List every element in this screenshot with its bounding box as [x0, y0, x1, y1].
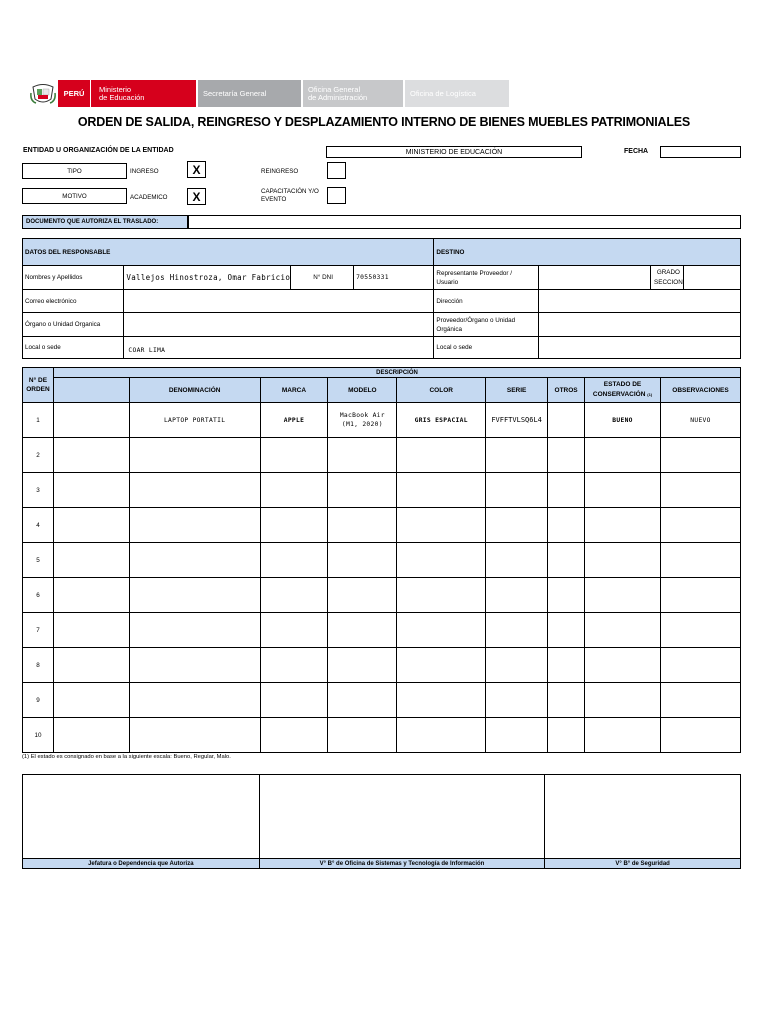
cell-serie[interactable]	[486, 613, 548, 648]
cell-marca[interactable]	[260, 683, 328, 718]
cell-estado[interactable]	[585, 578, 661, 613]
row-number: 8	[23, 648, 54, 683]
cell-estado[interactable]: BUENO	[585, 403, 661, 438]
cell-marca[interactable]	[260, 718, 328, 753]
cell-color[interactable]	[397, 718, 486, 753]
cell-estado[interactable]	[585, 438, 661, 473]
descripcion-header: DESCRIPCIÓN	[53, 368, 740, 378]
cell-marca[interactable]: APPLE	[260, 403, 328, 438]
cell-blank[interactable]	[53, 403, 129, 438]
nombres-field[interactable]: Vallejos Hinostroza, Omar Fabricio	[124, 266, 291, 290]
sistemas-label: V° B° de Oficina de Sistemas y Tecnología de Información	[259, 859, 545, 869]
cell-color[interactable]	[397, 613, 486, 648]
cell-color[interactable]	[397, 543, 486, 578]
cell-otros[interactable]	[548, 473, 585, 508]
row-number: 6	[23, 578, 54, 613]
tipo-label: TIPO	[22, 163, 127, 179]
responsable-table	[22, 238, 741, 359]
ministry-label: Ministerio de Educación	[90, 80, 196, 107]
denominacion-header: DENOMINACIÓN	[129, 378, 260, 403]
jefatura-label: Jefatura o Dependencia que Autoriza	[23, 859, 260, 869]
row-number: 1	[23, 403, 54, 438]
table-row	[23, 508, 741, 543]
jefatura-signature-area[interactable]	[23, 775, 260, 859]
local-destino-label: Local o sede	[434, 337, 539, 359]
footnote: (1) El estado es consignado en base a la siguiente escala: Bueno, Regular, Malo.	[22, 754, 231, 760]
ingreso-label: INGRESO	[130, 168, 159, 175]
cell-blank[interactable]	[53, 718, 129, 753]
cell-otros[interactable]	[548, 508, 585, 543]
row-number: 10	[23, 718, 54, 753]
coat-of-arms-icon	[28, 80, 58, 107]
cell-denominacion[interactable]	[129, 438, 260, 473]
cell-marca[interactable]	[260, 648, 328, 683]
peru-label: PERÚ	[58, 80, 90, 107]
header-logo-bar	[28, 80, 509, 107]
cell-modelo[interactable]	[328, 508, 397, 543]
motivo-label: MOTIVO	[22, 188, 127, 204]
cell-observaciones[interactable]	[661, 718, 741, 753]
cell-modelo[interactable]: MacBook Air (M1, 2020)	[328, 403, 397, 438]
cell-modelo[interactable]	[328, 473, 397, 508]
table-row	[23, 613, 741, 648]
estado-header: ESTADO DE CONSERVACIÓN (1)	[585, 378, 661, 403]
capacitacion-label: CAPACITACIÓN Y/O EVENTO	[261, 188, 319, 203]
cell-otros[interactable]	[548, 683, 585, 718]
representante-field[interactable]	[539, 266, 651, 290]
dni-field[interactable]: 70550331	[354, 266, 434, 290]
cell-blank[interactable]	[53, 438, 129, 473]
cell-blank[interactable]	[53, 648, 129, 683]
cell-color[interactable]: GRIS ESPACIAL	[397, 403, 486, 438]
row-number: 9	[23, 683, 54, 718]
cell-color[interactable]	[397, 473, 486, 508]
cell-observaciones[interactable]	[661, 648, 741, 683]
cell-modelo[interactable]	[328, 578, 397, 613]
table-row	[23, 578, 741, 613]
cell-denominacion[interactable]: LAPTOP PORTATIL	[129, 403, 260, 438]
row-number: 7	[23, 613, 54, 648]
row-number: 3	[23, 473, 54, 508]
cell-estado[interactable]	[585, 683, 661, 718]
table-row	[23, 683, 741, 718]
cell-marca[interactable]	[260, 473, 328, 508]
entidad-label: ENTIDAD U ORGANIZACIÓN DE LA ENTIDAD	[23, 147, 174, 154]
signature-table	[22, 774, 741, 869]
cell-modelo[interactable]	[328, 648, 397, 683]
reingreso-checkbox[interactable]	[327, 162, 346, 179]
seguridad-label: V° B° de Seguridad	[545, 859, 741, 869]
local-label: Local o sede	[23, 337, 124, 359]
local-destino-field[interactable]	[539, 337, 741, 359]
cell-color[interactable]	[397, 508, 486, 543]
nombres-label: Nombres y Apellidos	[23, 266, 124, 290]
cell-estado[interactable]	[585, 543, 661, 578]
grado-seccion-label: GRADO SECCION	[651, 266, 684, 290]
cell-color[interactable]	[397, 683, 486, 718]
cell-otros[interactable]	[548, 403, 585, 438]
cell-denominacion[interactable]	[129, 683, 260, 718]
otros-header: OTROS	[548, 378, 585, 403]
cell-estado[interactable]	[585, 473, 661, 508]
cell-estado[interactable]	[585, 613, 661, 648]
correo-label: Correo electrónico	[23, 290, 124, 313]
cell-denominacion[interactable]	[129, 613, 260, 648]
row-number: 5	[23, 543, 54, 578]
row-number: 2	[23, 438, 54, 473]
table-row	[23, 648, 741, 683]
dni-label: N° DNI	[291, 266, 354, 290]
cell-marca[interactable]	[260, 578, 328, 613]
cell-modelo[interactable]	[328, 613, 397, 648]
table-row	[23, 473, 741, 508]
cell-otros[interactable]	[548, 718, 585, 753]
cell-denominacion[interactable]	[129, 543, 260, 578]
cell-blank[interactable]	[53, 613, 129, 648]
cell-otros[interactable]	[548, 648, 585, 683]
cell-observaciones[interactable]	[661, 473, 741, 508]
table-row	[23, 543, 741, 578]
representante-label: Representante Proveedor / Usuario	[434, 266, 539, 290]
ingreso-checkbox[interactable]: X	[187, 161, 206, 178]
cell-serie[interactable]	[486, 543, 548, 578]
logistica-label: Oficina de Logística	[405, 80, 509, 107]
documento-field[interactable]	[188, 215, 741, 229]
academico-checkbox[interactable]: X	[187, 188, 206, 205]
cell-observaciones[interactable]: NUEVO	[661, 403, 741, 438]
cell-denominacion[interactable]	[129, 473, 260, 508]
cell-denominacion[interactable]	[129, 578, 260, 613]
reingreso-label: REINGRESO	[261, 168, 299, 175]
items-table	[22, 367, 741, 753]
cell-serie[interactable]	[486, 438, 548, 473]
blank-header	[53, 378, 129, 403]
table-row	[23, 438, 741, 473]
seguridad-signature-area[interactable]	[545, 775, 741, 859]
cell-estado[interactable]	[585, 648, 661, 683]
cell-modelo[interactable]	[328, 683, 397, 718]
cell-serie[interactable]	[486, 718, 548, 753]
cell-blank[interactable]	[53, 578, 129, 613]
cell-color[interactable]	[397, 438, 486, 473]
cell-modelo[interactable]	[328, 438, 397, 473]
serie-header: SERIE	[486, 378, 548, 403]
cell-modelo[interactable]	[328, 718, 397, 753]
cell-marca[interactable]	[260, 438, 328, 473]
cell-estado[interactable]	[585, 508, 661, 543]
fecha-field[interactable]	[660, 146, 741, 158]
cell-blank[interactable]	[53, 508, 129, 543]
cell-blank[interactable]	[53, 473, 129, 508]
cell-blank[interactable]	[53, 683, 129, 718]
page-title: ORDEN DE SALIDA, REINGRESO Y DESPLAZAMIENTO INTERNO DE BIENES MUEBLES PATRIMONIALES	[77, 115, 691, 129]
table-row	[23, 403, 741, 438]
cell-denominacion[interactable]	[129, 508, 260, 543]
fecha-label: FECHA	[624, 148, 649, 155]
cell-serie[interactable]	[486, 683, 548, 718]
cell-serie[interactable]	[486, 473, 548, 508]
direccion-label: Dirección	[434, 290, 539, 313]
cell-observaciones[interactable]	[661, 438, 741, 473]
orden-header: N° DE ORDEN	[23, 368, 54, 403]
cell-color[interactable]	[397, 648, 486, 683]
cell-otros[interactable]	[548, 613, 585, 648]
cell-color[interactable]	[397, 578, 486, 613]
cell-serie[interactable]	[486, 648, 548, 683]
documento-label: DOCUMENTO QUE AUTORIZA EL TRASLADO:	[22, 215, 188, 229]
color-header: COLOR	[397, 378, 486, 403]
cell-denominacion[interactable]	[129, 718, 260, 753]
cell-otros[interactable]	[548, 543, 585, 578]
local-field[interactable]: COAR LIMA	[124, 337, 434, 359]
cell-otros[interactable]	[548, 438, 585, 473]
proveedor-field[interactable]	[539, 313, 741, 337]
cell-observaciones[interactable]	[661, 613, 741, 648]
cell-observaciones[interactable]	[661, 543, 741, 578]
proveedor-label: Proveedor/Órgano o Unidad Orgánica	[434, 313, 539, 337]
oga-label: Oficina General de Administración	[303, 80, 403, 107]
destino-header: DESTINO	[434, 239, 741, 266]
cell-observaciones[interactable]	[661, 683, 741, 718]
cell-marca[interactable]	[260, 508, 328, 543]
capacitacion-checkbox[interactable]	[327, 187, 346, 204]
sistemas-signature-area[interactable]	[259, 775, 545, 859]
correo-field[interactable]	[124, 290, 434, 313]
row-number: 4	[23, 508, 54, 543]
grado-seccion-field[interactable]	[684, 266, 741, 290]
cell-marca[interactable]	[260, 543, 328, 578]
cell-serie[interactable]	[486, 578, 548, 613]
secretaria-label: Secretaría General	[198, 80, 301, 107]
direccion-field[interactable]	[539, 290, 741, 313]
marca-header: MARCA	[260, 378, 328, 403]
entidad-field[interactable]: MINISTERIO DE EDUCACIÓN	[326, 146, 582, 158]
table-row	[23, 718, 741, 753]
observaciones-header: OBSERVACIONES	[661, 378, 741, 403]
cell-modelo[interactable]	[328, 543, 397, 578]
cell-denominacion[interactable]	[129, 648, 260, 683]
cell-serie[interactable]: FVFFTVLSQ6L4	[486, 403, 548, 438]
responsable-header: DATOS DEL RESPONSABLE	[23, 239, 434, 266]
academico-label: ACADEMICO	[130, 194, 168, 201]
cell-estado[interactable]	[585, 718, 661, 753]
cell-observaciones[interactable]	[661, 508, 741, 543]
cell-serie[interactable]	[486, 508, 548, 543]
organo-field[interactable]	[124, 313, 434, 337]
cell-otros[interactable]	[548, 578, 585, 613]
cell-marca[interactable]	[260, 613, 328, 648]
cell-observaciones[interactable]	[661, 578, 741, 613]
cell-blank[interactable]	[53, 543, 129, 578]
modelo-header: MODELO	[328, 378, 397, 403]
organo-label: Órgano o Unidad Organica	[23, 313, 124, 337]
